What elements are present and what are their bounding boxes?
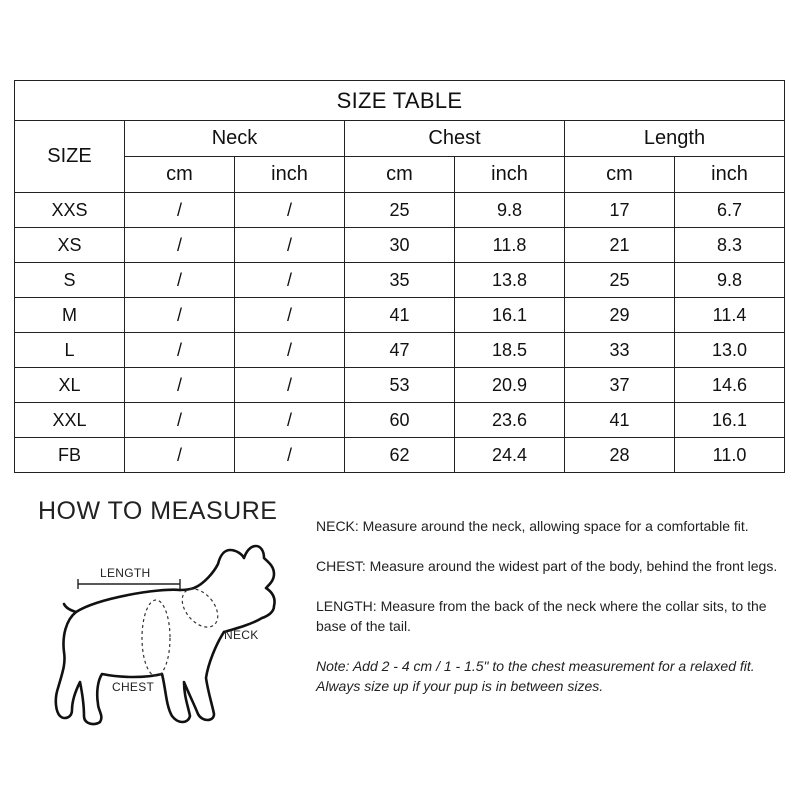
neck-inch-cell: / bbox=[235, 403, 345, 438]
table-row bbox=[15, 193, 785, 228]
chest-measure-loop bbox=[142, 600, 170, 676]
chest-cm-cell: 62 bbox=[345, 438, 455, 473]
table-row bbox=[15, 298, 785, 333]
length-cm-cell: 41 bbox=[565, 403, 675, 438]
chest-inch-cell: 13.8 bbox=[455, 263, 565, 298]
length-cm-cell: 17 bbox=[565, 193, 675, 228]
fit-note: Note: Add 2 - 4 cm / 1 - 1.5" to the chest measurement for a relaxed fit. Always size up if your pup is in between sizes. bbox=[316, 658, 755, 694]
neck-inch-cell: / bbox=[235, 333, 345, 368]
diagram-neck-label: NECK bbox=[224, 628, 259, 642]
length-inch-cell: 14.6 bbox=[675, 368, 785, 403]
length-cm-cell: 33 bbox=[565, 333, 675, 368]
table-row bbox=[15, 263, 785, 298]
neck-cm-cell: / bbox=[125, 333, 235, 368]
neck-group-header: Neck bbox=[125, 121, 345, 157]
size-column-header: SIZE bbox=[15, 121, 125, 193]
chest-inch-cell: 11.8 bbox=[455, 228, 565, 263]
dog-measurement-diagram bbox=[38, 540, 298, 740]
chest-inch-cell: 16.1 bbox=[455, 298, 565, 333]
chest-group-header: Chest bbox=[345, 121, 565, 157]
neck-inch-cell: / bbox=[235, 263, 345, 298]
chest-instruction: CHEST: Measure around the widest part of the body, behind the front legs. bbox=[316, 558, 778, 574]
length-cm-cell: 25 bbox=[565, 263, 675, 298]
size-cell: XL bbox=[15, 368, 125, 403]
neck-inch-cell: / bbox=[235, 438, 345, 473]
how-to-measure-title: HOW TO MEASURE bbox=[38, 497, 278, 525]
size-cell: FB bbox=[15, 438, 125, 473]
length-inch-cell: 9.8 bbox=[675, 263, 785, 298]
table-row bbox=[15, 333, 785, 368]
chest-cm-cell: 60 bbox=[345, 403, 455, 438]
table-row bbox=[15, 228, 785, 263]
length-cm-cell: 28 bbox=[565, 438, 675, 473]
neck-cm-cell: / bbox=[125, 228, 235, 263]
length-inch-cell: 16.1 bbox=[675, 403, 785, 438]
length-inch-cell: 13.0 bbox=[675, 333, 785, 368]
length-cm-header: cm bbox=[565, 157, 675, 193]
length-arrow bbox=[78, 579, 180, 589]
table-row bbox=[15, 368, 785, 403]
length-inch-cell: 6.7 bbox=[675, 193, 785, 228]
size-cell: S bbox=[15, 263, 125, 298]
neck-instruction: NECK: Measure around the neck, allowing space for a comfortable fit. bbox=[316, 518, 749, 534]
chest-cm-cell: 41 bbox=[345, 298, 455, 333]
size-cell: M bbox=[15, 298, 125, 333]
table-row bbox=[15, 438, 785, 473]
chest-cm-cell: 30 bbox=[345, 228, 455, 263]
neck-inch-cell: / bbox=[235, 368, 345, 403]
chest-cm-cell: 47 bbox=[345, 333, 455, 368]
neck-cm-header: cm bbox=[125, 157, 235, 193]
neck-cm-cell: / bbox=[125, 193, 235, 228]
length-inch-cell: 11.4 bbox=[675, 298, 785, 333]
chest-inch-header: inch bbox=[455, 157, 565, 193]
size-cell: L bbox=[15, 333, 125, 368]
diagram-chest-label: CHEST bbox=[112, 680, 155, 694]
length-instruction: LENGTH: Measure from the back of the neck where the collar sits, to the base of the tail. bbox=[316, 598, 767, 634]
neck-cm-cell: / bbox=[125, 368, 235, 403]
neck-inch-cell: / bbox=[235, 298, 345, 333]
table-row bbox=[15, 403, 785, 438]
table-title: SIZE TABLE bbox=[15, 81, 785, 121]
chest-cm-cell: 53 bbox=[345, 368, 455, 403]
size-cell: XXL bbox=[15, 403, 125, 438]
length-cm-cell: 37 bbox=[565, 368, 675, 403]
length-group-header: Length bbox=[565, 121, 785, 157]
size-table bbox=[14, 80, 785, 473]
size-cell: XXS bbox=[15, 193, 125, 228]
length-inch-cell: 11.0 bbox=[675, 438, 785, 473]
neck-cm-cell: / bbox=[125, 298, 235, 333]
chest-cm-cell: 25 bbox=[345, 193, 455, 228]
chest-inch-cell: 20.9 bbox=[455, 368, 565, 403]
length-cm-cell: 29 bbox=[565, 298, 675, 333]
size-cell: XS bbox=[15, 228, 125, 263]
neck-cm-cell: / bbox=[125, 403, 235, 438]
neck-inch-cell: / bbox=[235, 228, 345, 263]
neck-inch-header: inch bbox=[235, 157, 345, 193]
length-cm-cell: 21 bbox=[565, 228, 675, 263]
chest-inch-cell: 24.4 bbox=[455, 438, 565, 473]
chest-cm-header: cm bbox=[345, 157, 455, 193]
chest-cm-cell: 35 bbox=[345, 263, 455, 298]
neck-cm-cell: / bbox=[125, 263, 235, 298]
diagram-length-label: LENGTH bbox=[100, 566, 151, 580]
length-inch-cell: 8.3 bbox=[675, 228, 785, 263]
chest-inch-cell: 9.8 bbox=[455, 193, 565, 228]
neck-cm-cell: / bbox=[125, 438, 235, 473]
chest-inch-cell: 23.6 bbox=[455, 403, 565, 438]
length-inch-header: inch bbox=[675, 157, 785, 193]
measure-instructions bbox=[316, 516, 794, 696]
neck-inch-cell: / bbox=[235, 193, 345, 228]
chest-inch-cell: 18.5 bbox=[455, 333, 565, 368]
